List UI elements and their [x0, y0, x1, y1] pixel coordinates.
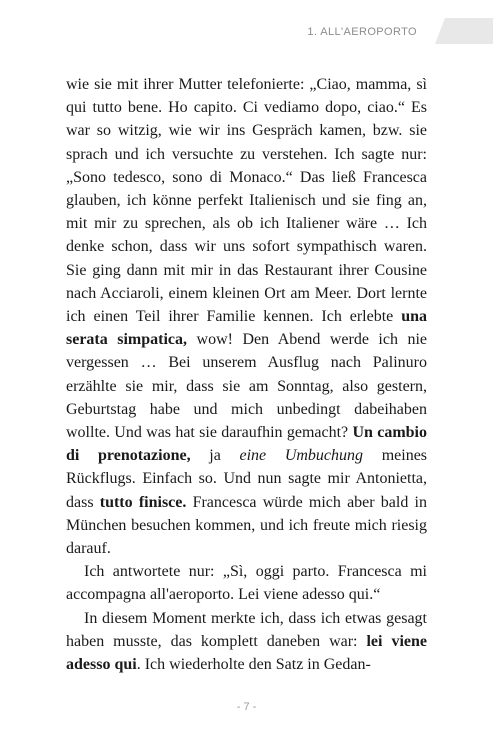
text-run: . Ich wiederholte den Satz in Gedan-: [136, 656, 371, 674]
italic-phrase: eine Umbuchung: [239, 447, 364, 465]
paragraph-3: [66, 607, 427, 677]
paragraph-1: [66, 73, 427, 560]
bold-phrase: Un cambio di prenotazione,: [66, 424, 427, 465]
text-run: Francesca würde mich aber bald in München besuchen kommen, und ich freute mich riesig darauf.: [66, 493, 427, 558]
text-run: meines Rückflugs. Einfach so. Und nun sagte mir Antonietta, dass: [66, 447, 428, 511]
bold-phrase: tutto finisce.: [99, 493, 187, 511]
bold-phrase: una serata simpatica,: [66, 308, 427, 349]
page-number: - 7 -: [236, 701, 257, 713]
text-run: In diesem Moment merkte ich, dass ich etwas gesagt haben musste, das komplett daneben war:: [66, 609, 427, 650]
text-run: wow! Den Abend werde ich nie vergessen … Bei unserem Ausflug nach Palinuro erzählte sie mir, dass sie am Sonntag, also gestern, Geburtstag habe und mich unbedingt dabeihaben wollte. Und was hat sie daraufhin gemacht?: [66, 331, 428, 442]
bold-phrase: lei viene adesso qui: [66, 632, 428, 674]
paragraph-2: Ich antwortete nur: „Sì, oggi parto. Francesca mi accompagna all'aeroporto. Lei viene adesso qui.“: [66, 563, 427, 604]
text-run: wie sie mit ihrer Mutter telefonierte: „Ciao, mamma, sì qui tutto bene. Ho capito. Ci vediamo dopo, ciao.“ Es war so witzig, wie wir ins Gespräch kamen, bzw. sie sprach und ich versuchte zu verstehen. Ich sagte nur: „Sono tedesco, sono di Monaco.“ Das ließ Francesca glauben, ich könne perfekt Italienisch und sie fing an, mit mir zu sprechen, als ob ich Italiener wäre … Ich denke schon, dass wir uns sofort sympathisch waren. Sie ging dann mit mir in das Restaurant ihrer Cousine nach Acciaroli, einem kleinen Ort am Meer. Dort lernte ich einen Teil ihrer Familie kennen. Ich erlebte: [66, 76, 427, 326]
running-head-chapter-title: 1. ALL'AEROPORTO: [307, 26, 417, 38]
text-run: ja: [190, 447, 240, 465]
body-text: [66, 73, 427, 676]
chapter-tab-decoration: [435, 18, 493, 44]
